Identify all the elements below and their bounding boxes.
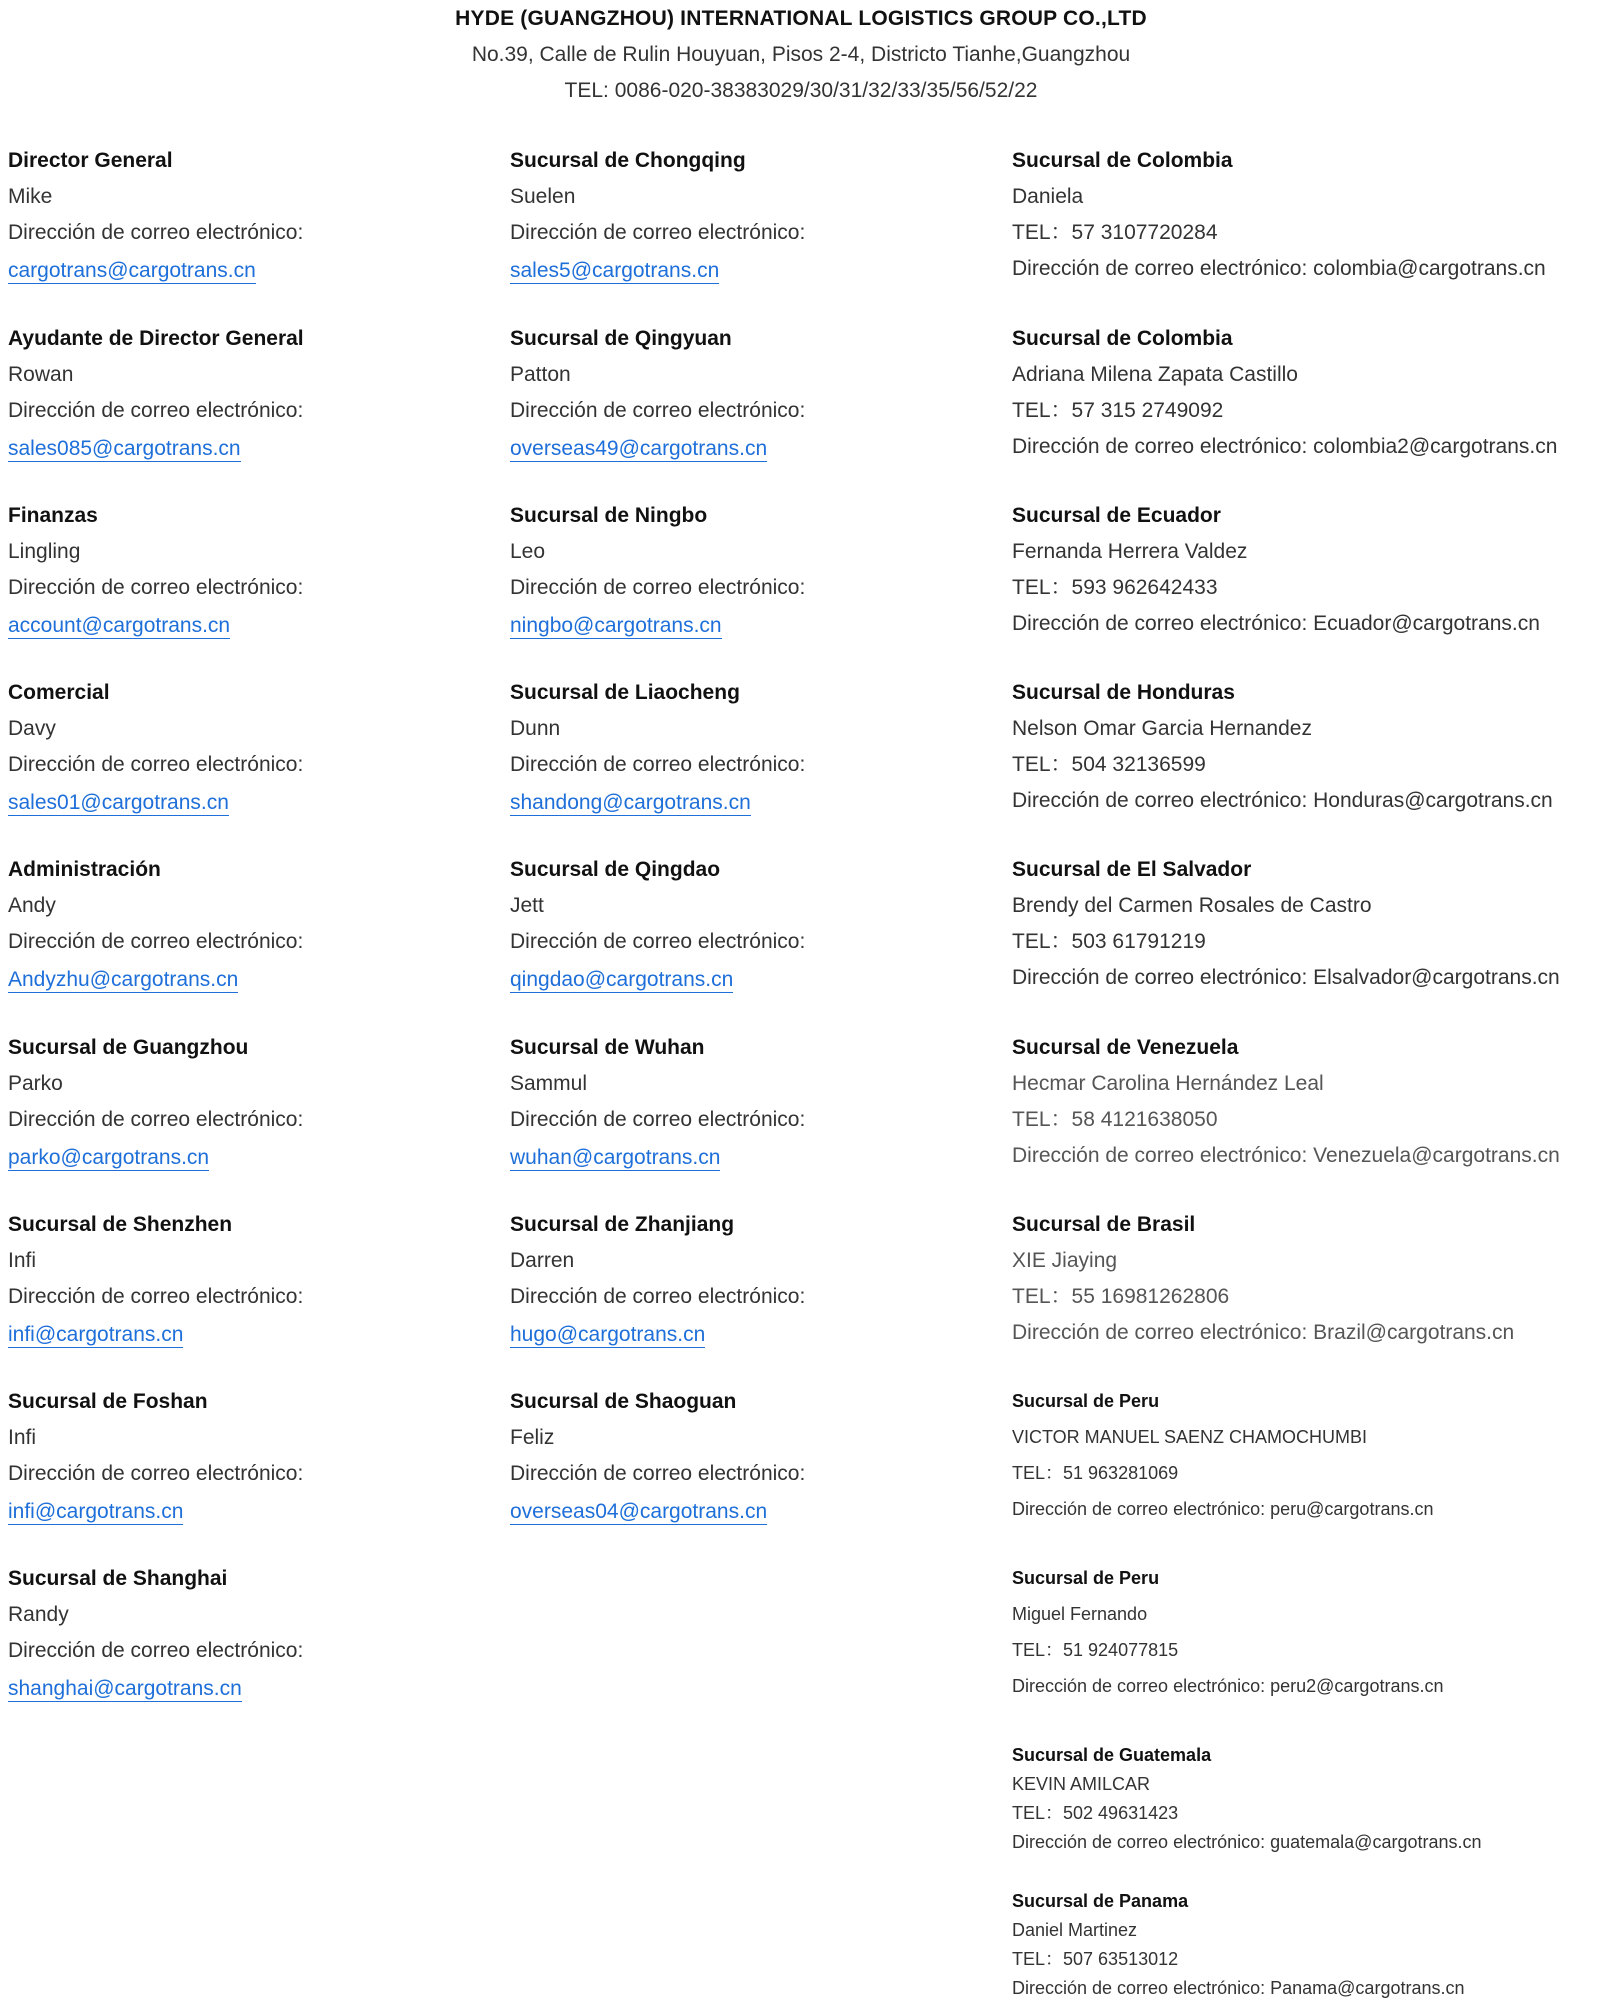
contact-name: Patton xyxy=(510,363,571,386)
contact-email-line: Dirección de correo electrónico: Ecuador@cargotrans.cn xyxy=(1012,612,1540,635)
contact-email-line: Dirección de correo electrónico: Panama@cargotrans.cn xyxy=(1012,1978,1465,1998)
contact-title: Sucursal de Colombia xyxy=(1012,149,1233,172)
contact-email-line: Dirección de correo electrónico: Brazil@cargotrans.cn xyxy=(1012,1321,1515,1344)
contact-title: Director General xyxy=(8,149,173,172)
email-link[interactable]: qingdao@cargotrans.cn xyxy=(510,968,734,991)
contact-title: Sucursal de Chongqing xyxy=(510,149,746,172)
email-link[interactable]: Andyzhu@cargotrans.cn xyxy=(8,968,239,991)
email-link[interactable]: shandong@cargotrans.cn xyxy=(510,791,751,814)
contact-name: Daniel Martinez xyxy=(1012,1920,1138,1940)
email-label: Dirección de correo electrónico: xyxy=(8,1285,304,1308)
company-tel: TEL: 0086-020-38383029/30/31/32/33/35/56/52/22 xyxy=(564,79,1038,102)
contact-title: Sucursal de Shanghai xyxy=(8,1567,228,1590)
email-label: Dirección de correo electrónico: xyxy=(510,576,806,599)
email-link[interactable]: infi@cargotrans.cn xyxy=(8,1323,184,1346)
contact-name: Suelen xyxy=(510,185,576,208)
contact-name: Adriana Milena Zapata Castillo xyxy=(1012,363,1298,386)
contact-name: Davy xyxy=(8,717,56,740)
contact-title: Finanzas xyxy=(8,504,98,527)
email-link[interactable]: account@cargotrans.cn xyxy=(8,614,231,637)
contact-name: Fernanda Herrera Valdez xyxy=(1012,540,1248,563)
contact-name: Infi xyxy=(8,1426,37,1449)
contact-email-line: Dirección de correo electrónico: Elsalvador@cargotrans.cn xyxy=(1012,966,1560,989)
contact-title: Sucursal de Wuhan xyxy=(510,1036,705,1059)
email-label: Dirección de correo electrónico: xyxy=(8,1462,304,1485)
contact-name: Mike xyxy=(8,185,53,208)
contact-tel: TEL：58 4121638050 xyxy=(1012,1108,1218,1131)
contact-name: Brendy del Carmen Rosales de Castro xyxy=(1012,894,1372,917)
contact-name: Leo xyxy=(510,540,546,563)
contact-name: Miguel Fernando xyxy=(1012,1604,1148,1624)
contact-name: Feliz xyxy=(510,1426,555,1449)
contact-title: Sucursal de Liaocheng xyxy=(510,681,740,704)
contact-tel: TEL：51 924077815 xyxy=(1012,1640,1179,1660)
contact-tel: TEL：593 962642433 xyxy=(1012,576,1218,599)
contact-name: Darren xyxy=(510,1249,575,1272)
contact-email-line: Dirección de correo electrónico: guatemala@cargotrans.cn xyxy=(1012,1832,1482,1852)
contact-title: Ayudante de Director General xyxy=(8,327,304,350)
email-link[interactable]: ningbo@cargotrans.cn xyxy=(510,614,722,637)
email-label: Dirección de correo electrónico: xyxy=(8,221,304,244)
contact-title: Sucursal de Venezuela xyxy=(1012,1036,1239,1059)
contact-name: Parko xyxy=(8,1072,63,1095)
email-link[interactable]: overseas04@cargotrans.cn xyxy=(510,1500,768,1523)
contact-title: Sucursal de Ecuador xyxy=(1012,504,1221,527)
contact-title: Sucursal de Brasil xyxy=(1012,1213,1196,1236)
contact-title: Sucursal de Peru xyxy=(1012,1568,1160,1588)
email-label: Dirección de correo electrónico: xyxy=(510,1462,806,1485)
contact-name: Rowan xyxy=(8,363,74,386)
contact-title: Sucursal de Shenzhen xyxy=(8,1213,233,1236)
email-label: Dirección de correo electrónico: xyxy=(8,1108,304,1131)
contact-name: Infi xyxy=(8,1249,37,1272)
contact-title: Sucursal de Guangzhou xyxy=(8,1036,249,1059)
email-label: Dirección de correo electrónico: xyxy=(510,1285,806,1308)
email-label: Dirección de correo electrónico: xyxy=(510,1108,806,1131)
email-link[interactable]: wuhan@cargotrans.cn xyxy=(510,1146,721,1169)
contact-name: Nelson Omar Garcia Hernandez xyxy=(1012,717,1312,740)
contact-name: KEVIN AMILCAR xyxy=(1012,1774,1151,1794)
contact-name: Lingling xyxy=(8,540,81,563)
contact-tel: TEL：57 315 2749092 xyxy=(1012,399,1224,422)
email-label: Dirección de correo electrónico: xyxy=(8,1639,304,1662)
email-label: Dirección de correo electrónico: xyxy=(510,930,806,953)
email-label: Dirección de correo electrónico: xyxy=(510,221,806,244)
email-label: Dirección de correo electrónico: xyxy=(8,399,304,422)
email-label: Dirección de correo electrónico: xyxy=(510,753,806,776)
contact-title: Sucursal de Panama xyxy=(1012,1891,1189,1911)
contact-title: Sucursal de Peru xyxy=(1012,1391,1160,1411)
contact-name: VICTOR MANUEL SAENZ CHAMOCHUMBI xyxy=(1012,1427,1368,1447)
contact-tel: TEL：55 16981262806 xyxy=(1012,1285,1230,1308)
contact-email-line: Dirección de correo electrónico: Honduras@cargotrans.cn xyxy=(1012,789,1553,812)
contact-title: Sucursal de Zhanjiang xyxy=(510,1213,735,1236)
email-link[interactable]: parko@cargotrans.cn xyxy=(8,1146,210,1169)
contact-tel: TEL：503 61791219 xyxy=(1012,930,1206,953)
contact-tel: TEL：502 49631423 xyxy=(1012,1803,1179,1823)
email-link[interactable]: overseas49@cargotrans.cn xyxy=(510,437,768,460)
contact-title: Sucursal de Qingdao xyxy=(510,858,721,881)
contact-email-line: Dirección de correo electrónico: peru2@cargotrans.cn xyxy=(1012,1676,1444,1696)
contact-title: Administración xyxy=(8,858,161,881)
contact-tel: TEL：507 63513012 xyxy=(1012,1949,1179,1969)
contact-title: Sucursal de Honduras xyxy=(1012,681,1235,704)
contact-title: Sucursal de Guatemala xyxy=(1012,1745,1212,1765)
contact-name: Daniela xyxy=(1012,185,1084,208)
company-address: No.39, Calle de Rulin Houyuan, Pisos 2-4, Districto Tianhe,Guangzhou xyxy=(471,43,1131,66)
email-label: Dirección de correo electrónico: xyxy=(8,576,304,599)
contact-name: XIE Jiaying xyxy=(1012,1249,1118,1272)
contact-tel: TEL：57 3107720284 xyxy=(1012,221,1218,244)
contact-name: Dunn xyxy=(510,717,561,740)
email-link[interactable]: sales5@cargotrans.cn xyxy=(510,259,720,282)
contact-email-line: Dirección de correo electrónico: colombia@cargotrans.cn xyxy=(1012,257,1546,280)
contact-name: Jett xyxy=(510,894,544,917)
email-link[interactable]: cargotrans@cargotrans.cn xyxy=(8,259,256,282)
contact-title: Sucursal de Colombia xyxy=(1012,327,1233,350)
contact-title: Sucursal de Qingyuan xyxy=(510,327,732,350)
contact-tel: TEL：51 963281069 xyxy=(1012,1463,1179,1483)
contact-email-line: Dirección de correo electrónico: colombia2@cargotrans.cn xyxy=(1012,435,1558,458)
email-link[interactable]: hugo@cargotrans.cn xyxy=(510,1323,706,1346)
contact-name: Andy xyxy=(8,894,56,917)
email-link[interactable]: shanghai@cargotrans.cn xyxy=(8,1677,242,1700)
contact-title: Sucursal de Shaoguan xyxy=(510,1390,737,1413)
email-link[interactable]: infi@cargotrans.cn xyxy=(8,1500,184,1523)
contact-title: Sucursal de Foshan xyxy=(8,1390,208,1413)
email-label: Dirección de correo electrónico: xyxy=(8,753,304,776)
contact-title: Sucursal de El Salvador xyxy=(1012,858,1252,881)
contact-name: Hecmar Carolina Hernández Leal xyxy=(1012,1072,1324,1095)
contact-tel: TEL：504 32136599 xyxy=(1012,753,1206,776)
contact-name: Randy xyxy=(8,1603,69,1626)
contact-title: Sucursal de Ningbo xyxy=(510,504,708,527)
contact-email-line: Dirección de correo electrónico: Venezuela@cargotrans.cn xyxy=(1012,1144,1560,1167)
email-label: Dirección de correo electrónico: xyxy=(8,930,304,953)
email-link[interactable]: sales01@cargotrans.cn xyxy=(8,791,229,814)
company-name: HYDE (GUANGZHOU) INTERNATIONAL LOGISTICS GROUP CO.,LTD xyxy=(455,7,1147,30)
contact-title: Comercial xyxy=(8,681,110,704)
contact-email-line: Dirección de correo electrónico: peru@cargotrans.cn xyxy=(1012,1499,1434,1519)
email-link[interactable]: sales085@cargotrans.cn xyxy=(8,437,241,460)
email-label: Dirección de correo electrónico: xyxy=(510,399,806,422)
contact-name: Sammul xyxy=(510,1072,588,1095)
